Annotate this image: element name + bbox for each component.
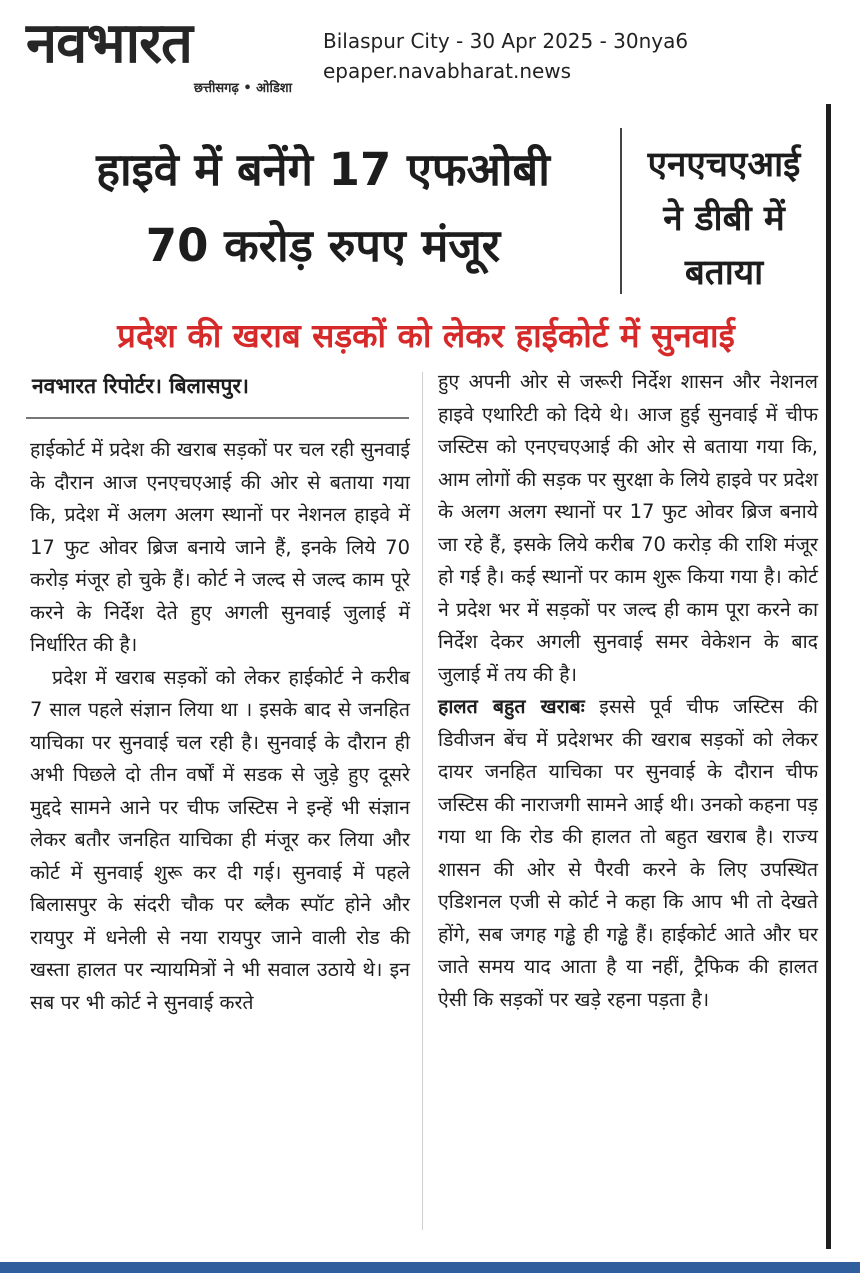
- sub-headline: प्रदेश की खराब सड़कों को लेकर हाईकोर्ट में सुनवाई: [117, 316, 735, 355]
- article-paragraph: हाईकोर्ट में प्रदेश की खराब सड़कों पर चल रही सुनवाई के दौरान आज एनएचएआई की ओर से बताया गया कि, प्रदेश में अलग अलग स्थानों पर नेशनल हाइवे में 17 फुट ओवर ब्रिज बनाये जाने हैं, इनके लिये 70 करोड़ मंजूर हो चुके हैं। कोर्ट ने जल्द से जल्द काम पूरे करने के निर्देश देते हुए अगली सुनवाई जुलाई में निर्धारित की है।: [30, 438, 410, 656]
- edition-line: Bilaspur City - 30 Apr 2025 - 30nya6: [323, 29, 689, 53]
- website-link[interactable]: epaper.navabharat.news: [323, 59, 572, 83]
- article-column-left: [30, 434, 410, 1019]
- logo-wordmark: नवभारत: [26, 11, 192, 76]
- article-paragraph: प्रदेश में खराब सड़कों को लेकर हाईकोर्ट ने करीब 7 साल पहले संज्ञान लिया था । इसके बाद से जनहित याचिका पर सुनवाई चल रही है। सुनवाई के दौरान ही अभी पिछले दो तीन वर्षों में सडक से जुड़े हुए दूसरे मुद्ददे सामने आने पर चीफ जस्टिस ने इन्हें भी संज्ञान लेकर बतौर जनहित याचिका ही मंजूर कर लिया और कोर्ट में सुनवाई शुरू कर दी गई। सुनवाई में पहले बिलासपुर के संदरी चौक पर ब्लैक स्पॉट होने और रायपुर में धनेली से नया रायपुर जाने वाली रोड की खस्ता हालत पर न्यायमित्रों ने भी सवाल उठाये थे। इन सब पर भी कोर्ट ने सुनवाई करते: [30, 665, 410, 1014]
- article-paragraph: हुए अपनी ओर से जरूरी निर्देश शासन और नेशनल हाइवे एथारिटी को दिये थे। आज हुई सुनवाई में चीफ जस्टिस को एनएचएआई की ओर से बताया गया कि, आम लोगों की सड़क पर सुरक्षा के लिये हाइवे पर प्रदेश के अलग अलग स्थानों पर 17 फुट ओवर ब्रिज बनाये जा रहे हैं, इसके लिये करीब 70 करोड़ की राशि मंजूर हो गई है। कई स्थानों पर काम शुरू किया गया है। कोर्ट ने प्रदेश भर में सड़कों पर जल्द ही काम पूरा करने का निर्देश देकर अगली सुनवाई समर वेकेशन के बाद जुलाई में तय की है।: [438, 370, 818, 686]
- headline-divider: [620, 128, 622, 294]
- newspaper-logo: [26, 12, 298, 96]
- byline-divider: [26, 417, 409, 419]
- column-divider: [422, 372, 423, 1230]
- edition-info: [323, 26, 688, 86]
- headline-line-2: 70 करोड़ रुपए मंजूर: [145, 219, 501, 272]
- side-headline-line-2: ने डीबी में: [663, 199, 785, 239]
- bottom-accent-bar: [0, 1262, 860, 1273]
- logo-region-tagline: छत्तीसगढ़ • ओडिशा: [193, 81, 292, 96]
- masthead: [0, 0, 860, 100]
- subsection-body: इससे पूर्व चीफ जस्टिस की डिवीजन बेंच में प्रदेशभर की खराब सड़कों को लेकर दायर जनहित याचिका पर सुनवाई के दौरान चीफ जस्टिस की नाराजगी सामने आई थी। उनको कहना पड़ गया था कि रोड की हालत तो बहुत खराब है। राज्य शासन की ओर से पैरवी करने के लिए उपस्थित एडिशनल एजी से कोर्ट ने कहा कि आप भी तो देखते होंगे, सब जगह गड्ढे ही गड्ढे हैं। हाईकोर्ट आते और घर जाते समय याद आता है या नहीं, ट्रैफिक की हालत ऐसी कि सड़कों पर खड़े रहना पड़ता है।: [438, 695, 818, 1011]
- column-border-right: [826, 104, 831, 1249]
- byline: नवभारत रिपोर्टर। बिलासपुर।: [32, 374, 250, 398]
- side-headline-line-1: एनएचएआई: [647, 145, 801, 185]
- headline-line-1: हाइवे में बनेंगे 17 एफओबी: [96, 143, 550, 196]
- subsection-lead: हालत बहुत खराबः: [438, 695, 585, 718]
- article-paragraph-subsection: [438, 691, 818, 1016]
- article-column-right: [438, 366, 818, 1016]
- side-headline-line-3: बताया: [684, 253, 764, 293]
- main-headline: [26, 132, 620, 284]
- side-headline: [628, 138, 820, 300]
